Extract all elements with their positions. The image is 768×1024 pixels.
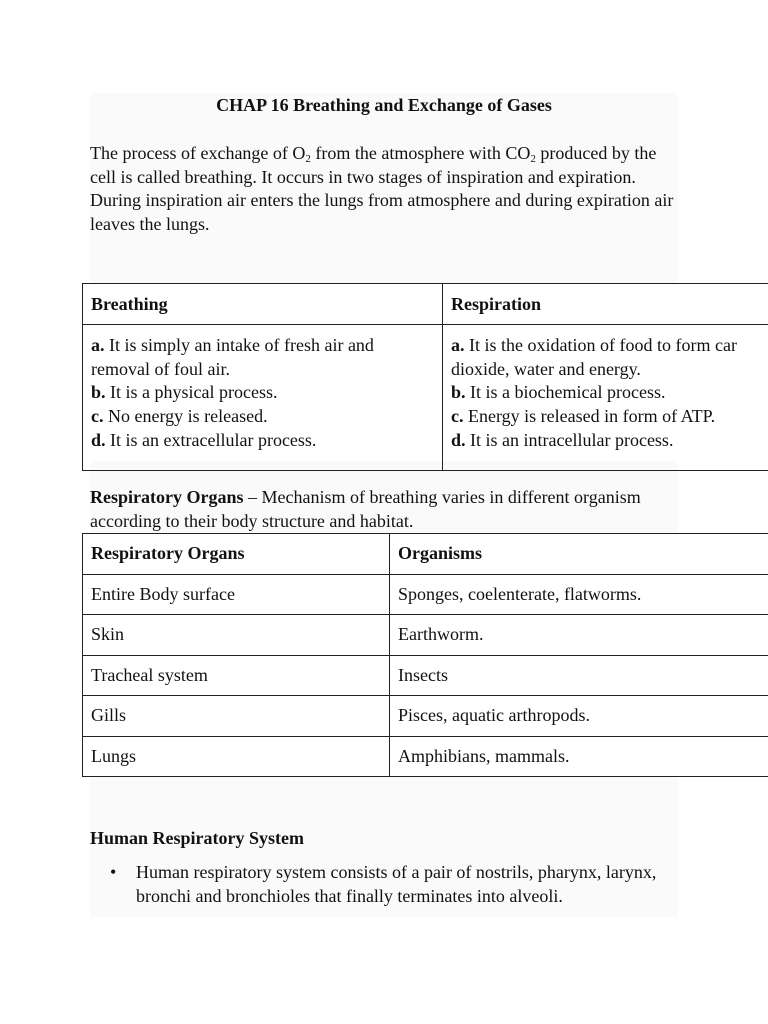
item-marker: d.: [451, 429, 466, 450]
organ-cell: Tracheal system: [83, 655, 390, 696]
table-row: [83, 574, 768, 615]
item-text: It is an intracellular process.: [465, 429, 674, 450]
list-item: [91, 405, 442, 429]
organism-cell: Earthworm.: [390, 615, 768, 656]
header-respiratory-organs: Respiratory Organs: [83, 534, 390, 575]
item-marker: c.: [91, 406, 104, 427]
intro-paragraph: [90, 142, 680, 236]
section-heading: Respiratory Organs: [90, 487, 244, 507]
list-item-text: Human respiratory system consists of a pair of nostrils, pharynx, larynx, bronchi and bronchioles that finally terminates into alveoli.: [136, 862, 657, 906]
table-header-row: [83, 284, 768, 325]
list-item: [91, 429, 442, 453]
item-text: No energy is released.: [103, 406, 268, 427]
item-marker: c.: [451, 406, 464, 427]
human-respiratory-list: [110, 860, 690, 908]
table-row: [83, 325, 768, 471]
respiratory-organs-paragraph: [90, 485, 680, 533]
organism-cell: Insects: [390, 655, 768, 696]
organ-cell: Gills: [83, 696, 390, 737]
item-text: It is the oxidation of food to form car: [464, 335, 737, 355]
intro-subscript-1: 2: [305, 153, 311, 165]
item-marker: d.: [91, 429, 106, 450]
list-item: [451, 405, 768, 429]
list-item: [91, 334, 442, 358]
table-row: [83, 615, 768, 656]
organism-cell: Sponges, coelenterate, flatworms.: [390, 574, 768, 615]
bullet-icon: •: [110, 862, 117, 882]
section-text: – Mechanism of breathing varies in different organism according to their body structure and habitat.: [90, 487, 641, 531]
breathing-respiration-table: [82, 283, 768, 471]
item-text: It is an extracellular process.: [105, 429, 317, 450]
header-breathing: Breathing: [83, 284, 443, 325]
item-text: removal of foul air.: [91, 358, 230, 379]
respiration-cell: [443, 325, 768, 471]
list-item: [91, 381, 442, 405]
header-respiration: Respiration: [443, 284, 768, 325]
list-item: [451, 358, 768, 382]
item-text: It is a physical process.: [105, 382, 278, 403]
organism-cell: Amphibians, mammals.: [390, 736, 768, 777]
breathing-cell: [83, 325, 443, 471]
organ-cell: Entire Body surface: [83, 574, 390, 615]
table-header-row: [83, 534, 768, 575]
list-item: [110, 860, 690, 908]
item-marker: b.: [91, 382, 106, 403]
human-respiratory-heading: Human Respiratory System: [90, 828, 304, 848]
intro-subscript-2: 2: [530, 153, 536, 165]
item-text: It is a biochemical process.: [465, 382, 666, 403]
organ-cell: Lungs: [83, 736, 390, 777]
list-item: [91, 358, 442, 382]
respiratory-organs-table: [82, 533, 768, 777]
table-row: [83, 655, 768, 696]
list-item: [451, 429, 768, 453]
item-text: dioxide, water and energy.: [451, 358, 641, 379]
organism-cell: Pisces, aquatic arthropods.: [390, 696, 768, 737]
header-organisms: Organisms: [390, 534, 768, 575]
intro-text-1: The process of exchange of O: [90, 143, 306, 163]
page-title: CHAP 16 Breathing and Exchange of Gases: [216, 95, 552, 115]
item-marker: b.: [451, 382, 466, 403]
item-marker: a.: [91, 335, 105, 355]
intro-text-3: produced by the cell is called breathing. It occurs in two stages of inspiration and expiration. During inspiration air enters the lungs from atmosphere and during expiration air leaves the lungs.: [90, 143, 674, 234]
item-text: It is simply an intake of fresh air and: [104, 335, 374, 355]
table-row: [83, 736, 768, 777]
table-row: [83, 696, 768, 737]
item-text: Energy is released in form of ATP.: [463, 406, 716, 427]
list-item: [451, 334, 768, 358]
organ-cell: Skin: [83, 615, 390, 656]
intro-text-2: from the atmosphere with CO: [310, 143, 531, 163]
item-marker: a.: [451, 335, 465, 355]
list-item: [451, 381, 768, 405]
